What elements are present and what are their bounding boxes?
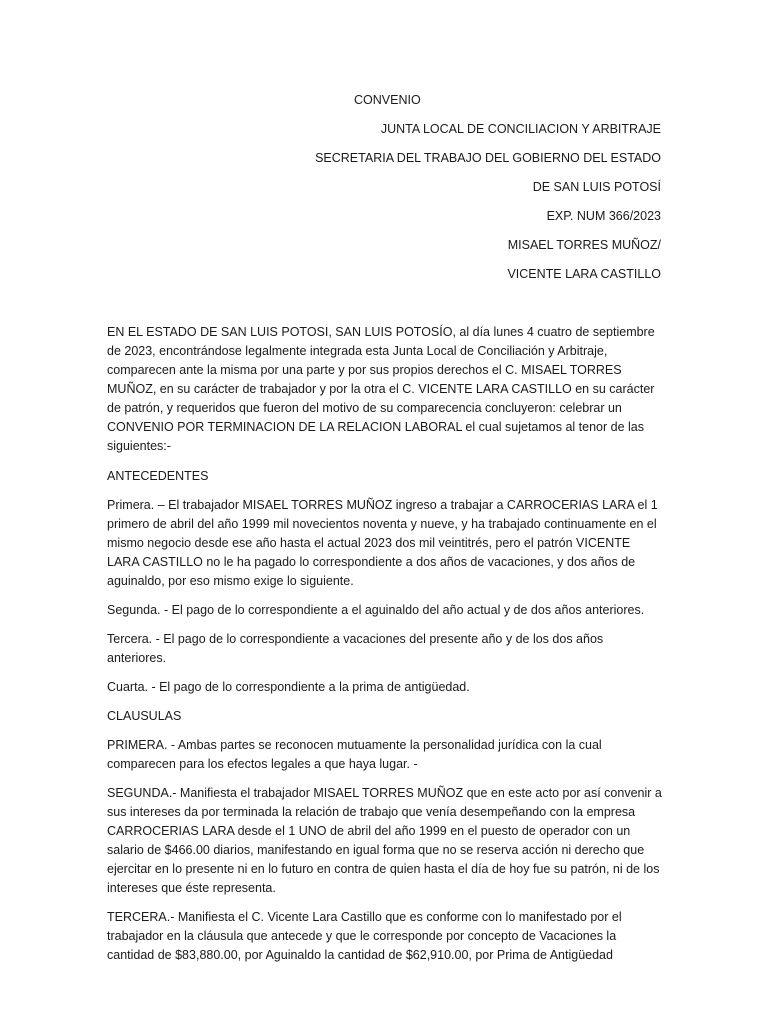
header-line-expediente: EXP. NUM 366/2023: [546, 209, 661, 223]
header-line-party-worker: MISAEL TORRES MUÑOZ/: [507, 238, 661, 252]
document-body: [107, 323, 663, 975]
clausula-tercera: TERCERA.- Manifiesta el C. Vicente Lara Castillo que es conforme con lo manifestado por el trabajador en la cláusula que antecede y que le corresponde por concepto de Vacaciones la cantidad de $83,880.00, por Aguinaldo la cantidad de $62,910.00, por Prima de Antigüedad: [107, 910, 622, 962]
clausulas-heading: CLAUSULAS: [107, 709, 182, 723]
clausula-segunda: SEGUNDA.- Manifiesta el trabajador MISAEL TORRES MUÑOZ que en este acto por así convenir a sus intereses da por terminada la relación de trabajo que venía desempeñando con la empresa CARROCERIAS LARA desde el 1 UNO de abril del año 1999 en el puesto de operador con un salario de $466.00 diarios, manifestando en igual forma que no se reserva acción ni derecho que ejercitar en lo presente ni en lo futuro en contra de quien hasta el día de hoy fue su patrón, ni de los intereses que éste representa.: [107, 786, 662, 895]
header-line-state: DE SAN LUIS POTOSÍ: [532, 180, 661, 194]
antecedente-tercera: Tercera. - El pago de lo correspondiente a vacaciones del presente año y de los dos años anteriores.: [107, 632, 604, 665]
document-title: CONVENIO: [354, 93, 421, 107]
intro-paragraph: EN EL ESTADO DE SAN LUIS POTOSI, SAN LUIS POTOSÍO, al día lunes 4 cuatro de septiembre de 2023, encontrándose legalmente integrada esta Junta Local de Conciliación y Arbitraje, comparecen ante la misma por una parte y por sus propios derechos el C. MISAEL TORRES MUÑOZ, en su carácter de trabajador y por la otra el C. VICENTE LARA CASTILLO en su carácter de patrón, y requeridos que fueron del motivo de su comparecencia concluyeron: celebrar un CONVENIO POR TERMINACION DE LA RELACION LABORAL el cual sujetamos al tenor de las siguientes:-: [107, 325, 655, 453]
clausula-primera: PRIMERA. - Ambas partes se reconocen mutuamente la personalidad jurídica con la cual comparecen para los efectos legales a que haya lugar. -: [107, 738, 602, 771]
header-line-party-employer: VICENTE LARA CASTILLO: [507, 267, 661, 281]
antecedente-cuarta: Cuarta. - El pago de lo correspondiente a la prima de antigüedad.: [107, 680, 470, 694]
header-line-secretaria: SECRETARIA DEL TRABAJO DEL GOBIERNO DEL ESTADO: [315, 151, 661, 165]
header-line-authority: JUNTA LOCAL DE CONCILIACION Y ARBITRAJE: [380, 122, 661, 136]
antecedente-primera: Primera. – El trabajador MISAEL TORRES MUÑOZ ingreso a trabajar a CARROCERIAS LARA el 1 primero de abril del año 1999 mil novecientos noventa y nueve, y ha trabajado continuamente en el mismo negocio desde ese año hasta el actual 2023 dos mil veintitrés, pero el patrón VICENTE LARA CASTILLO no le ha pagado lo correspondiente a dos años de vacaciones, y dos años de aguinaldo, por eso mismo exige lo siguiente.: [107, 498, 658, 588]
antecedentes-heading: ANTECEDENTES: [107, 469, 209, 483]
antecedente-segunda: Segunda. - El pago de lo correspondiente a el aguinaldo del año actual y de dos años anteriores.: [107, 603, 645, 617]
